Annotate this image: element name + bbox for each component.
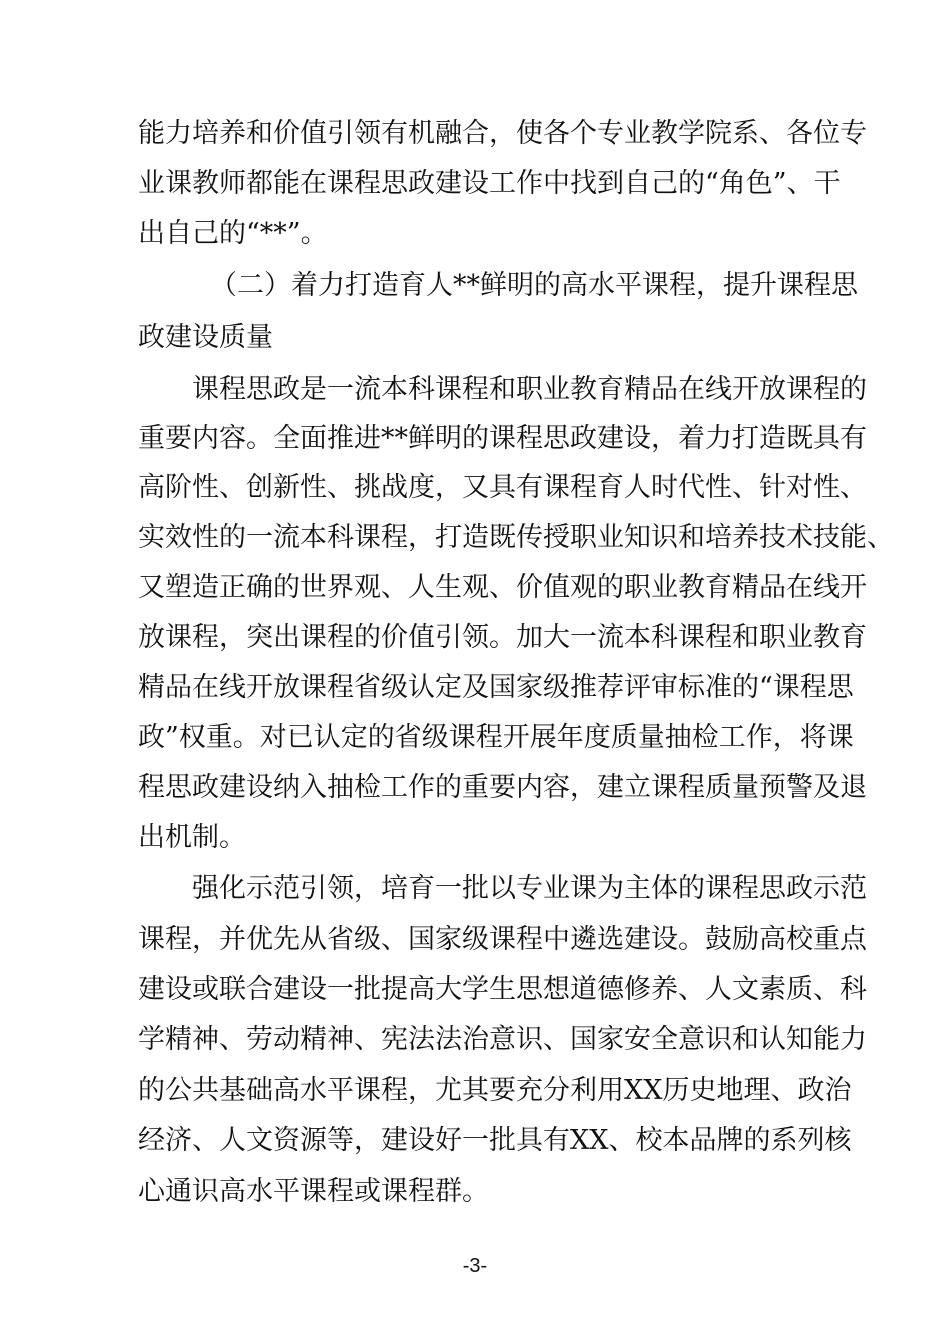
text-line: 心通识高水平课程或课程群。 [138, 1176, 489, 1207]
text-line: 学精神、劳动精神、宪法法治意识、国家安全意识和认知能力 [138, 1024, 867, 1055]
page-number: -3- [462, 1255, 488, 1277]
text-line: 放课程，突出课程的价值引领。加大一流本科课程和职业教育 [138, 622, 867, 653]
text-line: 精品在线开放课程省级认定及国家级推荐评审标准的“课程思 [138, 672, 854, 703]
text-line: 课程，并优先从省级、国家级课程中遴选建设。鼓励高校重点 [138, 924, 867, 955]
text-line: 强化示范引领，培育一批以专业课为主体的课程思政示范 [192, 873, 867, 904]
text-line: 重要内容。全面推进**鲜明的课程思政建设，着力打造既具有 [138, 423, 867, 454]
section-heading-line: （二）着力打造育人**鲜明的高水平课程，提升课程思 [210, 270, 858, 301]
text-line: 程思政建设纳入抽检工作的重要内容，建立课程质量预警及退 [138, 772, 867, 803]
section-heading-line: 政建设质量 [138, 322, 273, 353]
text-line: 业课教师都能在课程思政建设工作中找到自己的“角色”、干 [138, 168, 841, 199]
text-line: 课程思政是一流本科课程和职业教育精品在线开放课程的 [192, 374, 867, 405]
text-line: 建设或联合建设一批提高大学生思想道德修养、人文素质、科 [138, 974, 867, 1005]
text-line: 出自己的“**”。 [138, 218, 328, 249]
text-line: 又塑造正确的世界观、人生观、价值观的职业教育精品在线开 [138, 572, 867, 603]
text-line: 政”权重。对已认定的省级课程开展年度质量抽检工作，将课 [138, 722, 854, 753]
text-line: 出机制。 [138, 822, 246, 853]
text-line: 实效性的一流本科课程，打造既传授职业知识和培养技术技能、 [138, 522, 894, 553]
text-line: 能力培养和价值引领有机融合，使各个专业教学院系、各位专 [138, 118, 867, 149]
text-line: 经济、人文资源等，建设好一批具有XX、校本品牌的系列核 [138, 1125, 852, 1156]
text-line: 的公共基础高水平课程，尤其要充分利用XX历史地理、政治 [138, 1075, 852, 1106]
text-line: 高阶性、创新性、挑战度，又具有课程育人时代性、针对性、 [138, 472, 867, 503]
